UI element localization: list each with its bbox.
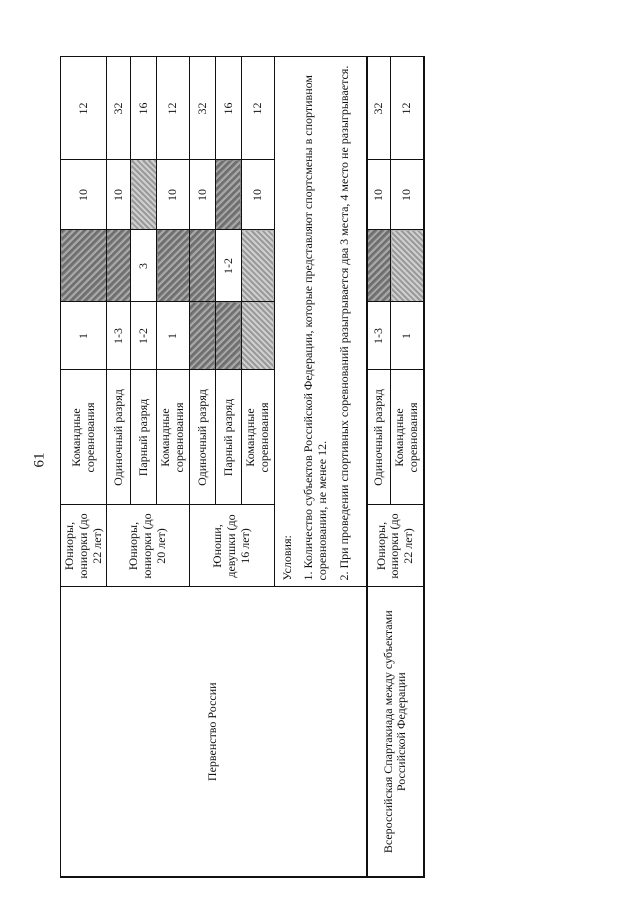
discipline-cell: Командные соревнования bbox=[391, 370, 424, 505]
condition-item-1: 1. Количество субъектов Российской Федерации, которые представляют спортсмены в спортивном соревновании, не менее 12. bbox=[301, 75, 330, 581]
shaded-cell bbox=[215, 302, 241, 370]
event-name-spartakiada: Всероссийская Спартакиада между субъектами Российской Федерации bbox=[367, 587, 424, 877]
rotated-table-area bbox=[60, 58, 421, 878]
table-row bbox=[61, 57, 107, 877]
value-cell: 12 bbox=[61, 57, 107, 160]
discipline-cell: Парный разряд bbox=[131, 370, 157, 505]
value-cell: 3 bbox=[131, 230, 157, 302]
value-cell: 32 bbox=[367, 57, 391, 160]
shaded-cell bbox=[241, 302, 274, 370]
value-cell: 12 bbox=[391, 57, 424, 160]
value-cell: 10 bbox=[61, 160, 107, 230]
value-cell: 32 bbox=[107, 57, 131, 160]
places-cell: 1-3 bbox=[107, 302, 131, 370]
competition-table bbox=[60, 57, 425, 879]
shaded-cell bbox=[215, 160, 241, 230]
places-cell: 1-3 bbox=[367, 302, 391, 370]
shaded-cell bbox=[241, 230, 274, 302]
value-cell: 10 bbox=[241, 160, 274, 230]
shaded-cell bbox=[189, 230, 215, 302]
places-cell: 1 bbox=[391, 302, 424, 370]
table-frame bbox=[60, 58, 421, 878]
discipline-cell: Одиночный разряд bbox=[367, 370, 391, 505]
age-group-youth16: Юноши, девушки (до 16 лет) bbox=[189, 505, 274, 587]
table-row bbox=[367, 57, 391, 877]
age-group-juniors20: Юниоры, юниорки (до 20 лет) bbox=[107, 505, 190, 587]
places-cell: 1 bbox=[61, 302, 107, 370]
discipline-cell: Командные соревнования bbox=[157, 370, 190, 505]
shaded-cell bbox=[391, 230, 424, 302]
shaded-cell bbox=[107, 230, 131, 302]
shaded-cell bbox=[157, 230, 190, 302]
value-cell: 16 bbox=[131, 57, 157, 160]
age-group-juniors22: Юниоры, юниорки (до 22 лет) bbox=[61, 505, 107, 587]
shaded-cell bbox=[189, 302, 215, 370]
value-cell: 12 bbox=[241, 57, 274, 160]
shaded-cell bbox=[61, 230, 107, 302]
places-cell: 1 bbox=[157, 302, 190, 370]
age-group-spartakiada: Юниоры, юниорки (до 22 лет) bbox=[367, 505, 424, 587]
shaded-cell bbox=[131, 160, 157, 230]
discipline-cell: Парный разряд bbox=[215, 370, 241, 505]
places-cell: 1-2 bbox=[131, 302, 157, 370]
discipline-cell: Командные соревнования bbox=[61, 370, 107, 505]
event-name-pervenstvo: Первенство России bbox=[61, 587, 367, 877]
conditions-title: Условия: bbox=[279, 535, 294, 581]
page-number: 61 bbox=[31, 452, 48, 468]
value-cell: 32 bbox=[189, 57, 215, 160]
value-cell: 12 bbox=[157, 57, 190, 160]
discipline-cell: Одиночный разряд bbox=[107, 370, 131, 505]
value-cell: 1-2 bbox=[215, 230, 241, 302]
value-cell: 10 bbox=[367, 160, 391, 230]
value-cell: 16 bbox=[215, 57, 241, 160]
value-cell: 10 bbox=[391, 160, 424, 230]
value-cell: 10 bbox=[107, 160, 131, 230]
value-cell: 10 bbox=[157, 160, 190, 230]
shaded-cell bbox=[367, 230, 391, 302]
discipline-cell: Командные соревнования bbox=[241, 370, 274, 505]
condition-item-2: 2. При проведении спортивных соревнований разыгрывается два 3 места, 4 место не разыгрывается. bbox=[336, 65, 351, 581]
discipline-cell: Одиночный разряд bbox=[189, 370, 215, 505]
conditions-notes bbox=[274, 57, 367, 587]
value-cell: 10 bbox=[189, 160, 215, 230]
